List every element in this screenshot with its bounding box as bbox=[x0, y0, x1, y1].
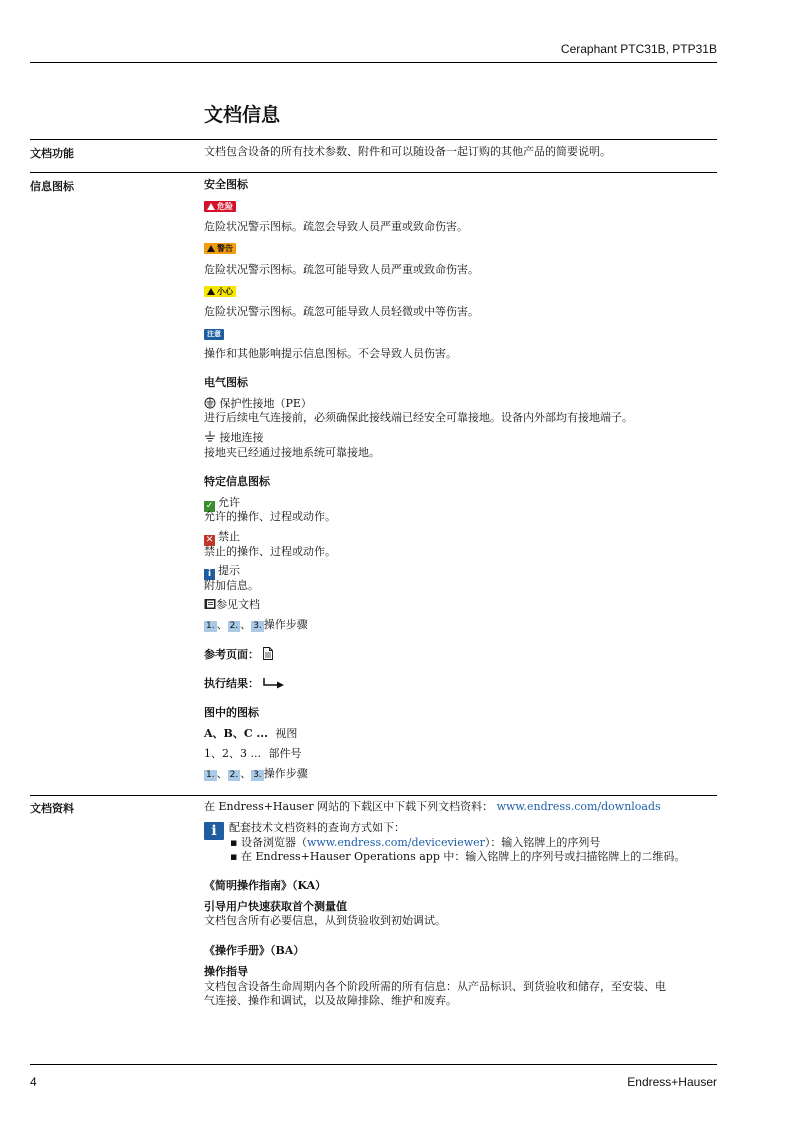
warning-text: 危险状况警示图标。疏忽可能导致人员严重或致命伤害。 bbox=[204, 263, 479, 276]
reference-document-icon bbox=[204, 598, 216, 610]
specific-heading: 特定信息图标 bbox=[204, 475, 270, 488]
caution-text: 危险状况警示图标。疏忽可能导致人员轻微或中等伤害。 bbox=[204, 305, 479, 318]
caution-badge: 小心 bbox=[204, 286, 236, 297]
graphics-heading: 图中的图标 bbox=[204, 706, 259, 719]
reference-page-icon bbox=[263, 647, 273, 660]
notice-text: 操作和其他影响提示信息图标。不会导致人员伤害。 bbox=[204, 347, 457, 360]
step-3-marker: 3. bbox=[253, 621, 262, 631]
ref-page-label: 参考页面： bbox=[204, 648, 259, 661]
info-title: 配套技术文档资料的查询方式如下： bbox=[229, 821, 405, 834]
result-label: 执行结果： bbox=[204, 677, 259, 690]
permitted-text: 允许的操作、过程或动作。 bbox=[204, 510, 336, 523]
graphics-steps-row: 1. 、 2. 、 3. 操作步骤 bbox=[206, 767, 308, 780]
section-label-symbols: 信息图标 bbox=[30, 180, 74, 193]
result-arrow-icon bbox=[263, 678, 285, 689]
footer-rule bbox=[30, 1064, 717, 1065]
steps-row: 1. 、 2. 、 3. 操作步骤 bbox=[206, 618, 308, 631]
check-icon: ✓ bbox=[205, 501, 214, 511]
ground-icon bbox=[204, 431, 216, 443]
bullet-operations-app: 在 Endress+Hauser Operations app 中：输入铭牌上的序列号或扫描铭牌上的二维码。 bbox=[240, 850, 686, 863]
tip-label: 提示 bbox=[218, 564, 240, 577]
notice-badge: 注意 bbox=[204, 329, 224, 340]
downloads-link[interactable]: www.endress.com/downloads bbox=[496, 800, 661, 813]
footer-brand: Endress+Hauser bbox=[627, 1075, 717, 1089]
bullet-icon: ▪ bbox=[230, 850, 238, 863]
section-label-function: 文档功能 bbox=[30, 147, 74, 160]
ka-heading: 《简明操作指南》（KA） bbox=[204, 879, 327, 892]
step-1-marker: 1. bbox=[206, 770, 215, 780]
ba-text-line2: 气连接、操作和调试，以及故障排除、维护和废弃。 bbox=[204, 994, 457, 1007]
views-keys: A、B、C ... bbox=[204, 727, 268, 740]
ref-doc-label: 参见文档 bbox=[216, 598, 260, 611]
page-title: 文档信息 bbox=[204, 104, 281, 126]
warning-triangle-icon bbox=[207, 288, 215, 295]
ground-label: 接地连接 bbox=[219, 431, 264, 444]
ba-subheading: 操作指导 bbox=[204, 965, 248, 978]
items-keys: 1、2、3 ... bbox=[204, 747, 261, 760]
info-icon: i bbox=[204, 569, 215, 580]
safety-heading: 安全图标 bbox=[204, 178, 248, 191]
protective-earth-icon bbox=[204, 397, 216, 409]
info-icon: i bbox=[204, 822, 224, 840]
warning-badge: 警告 bbox=[204, 243, 236, 254]
ka-subheading: 引导用户快速获取首个测量值 bbox=[204, 900, 347, 913]
step-2-marker: 2. bbox=[229, 621, 239, 631]
page-number: 4 bbox=[30, 1075, 37, 1089]
ba-heading: 《操作手册》（BA） bbox=[204, 944, 305, 957]
docs-intro: 在 Endress+Hauser 网站的下载区中下载下列文档资料： bbox=[204, 800, 494, 813]
header-rule bbox=[30, 62, 717, 63]
pe-text: 进行后续电气连接前，必须确保此接线端已经安全可靠接地。设备内外部均有接地端子。 bbox=[204, 411, 633, 424]
function-text: 文档包含设备的所有技术参数、附件和可以随设备一起订购的其他产品的简要说明。 bbox=[204, 145, 611, 158]
danger-badge: 危险 bbox=[204, 201, 236, 212]
bullet-icon: ▪ bbox=[230, 836, 238, 849]
views-label: 视图 bbox=[275, 727, 298, 740]
forbidden-icon: ✕ bbox=[205, 535, 214, 545]
items-label: 部件号 bbox=[268, 747, 302, 760]
forbidden-label: 禁止 bbox=[218, 530, 240, 543]
danger-text: 危险状况警示图标。疏忽会导致人员严重或致命伤害。 bbox=[204, 220, 468, 233]
step-2-marker: 2. bbox=[229, 770, 239, 780]
header-title: Ceraphant PTC31B, PTP31B bbox=[560, 42, 717, 56]
ba-text-line1: 文档包含设备生命周期内各个阶段所需的所有信息：从产品标识、到货验收和储存，至安装、电 bbox=[204, 980, 666, 993]
tip-text: 附加信息。 bbox=[204, 579, 259, 592]
step-3-marker: 3. bbox=[253, 770, 262, 780]
section-label-docs: 文档资料 bbox=[30, 802, 74, 815]
forbidden-text: 禁止的操作、过程或动作。 bbox=[204, 545, 336, 558]
section-divider bbox=[30, 139, 717, 140]
permitted-label: 允许 bbox=[218, 496, 240, 509]
pe-label: 保护性接地（PE） bbox=[219, 397, 312, 410]
warning-triangle-icon bbox=[207, 245, 215, 252]
electrical-heading: 电气图标 bbox=[204, 376, 248, 389]
section-divider bbox=[30, 795, 717, 796]
ka-text: 文档包含所有必要信息，从到货验收到初始调试。 bbox=[204, 914, 446, 927]
warning-triangle-icon bbox=[207, 203, 215, 210]
ground-text: 接地夹已经通过接地系统可靠接地。 bbox=[204, 446, 380, 459]
section-divider bbox=[30, 172, 717, 173]
step-1-marker: 1. bbox=[206, 621, 215, 631]
deviceviewer-link[interactable]: www.endress.com/deviceviewer bbox=[306, 836, 485, 849]
